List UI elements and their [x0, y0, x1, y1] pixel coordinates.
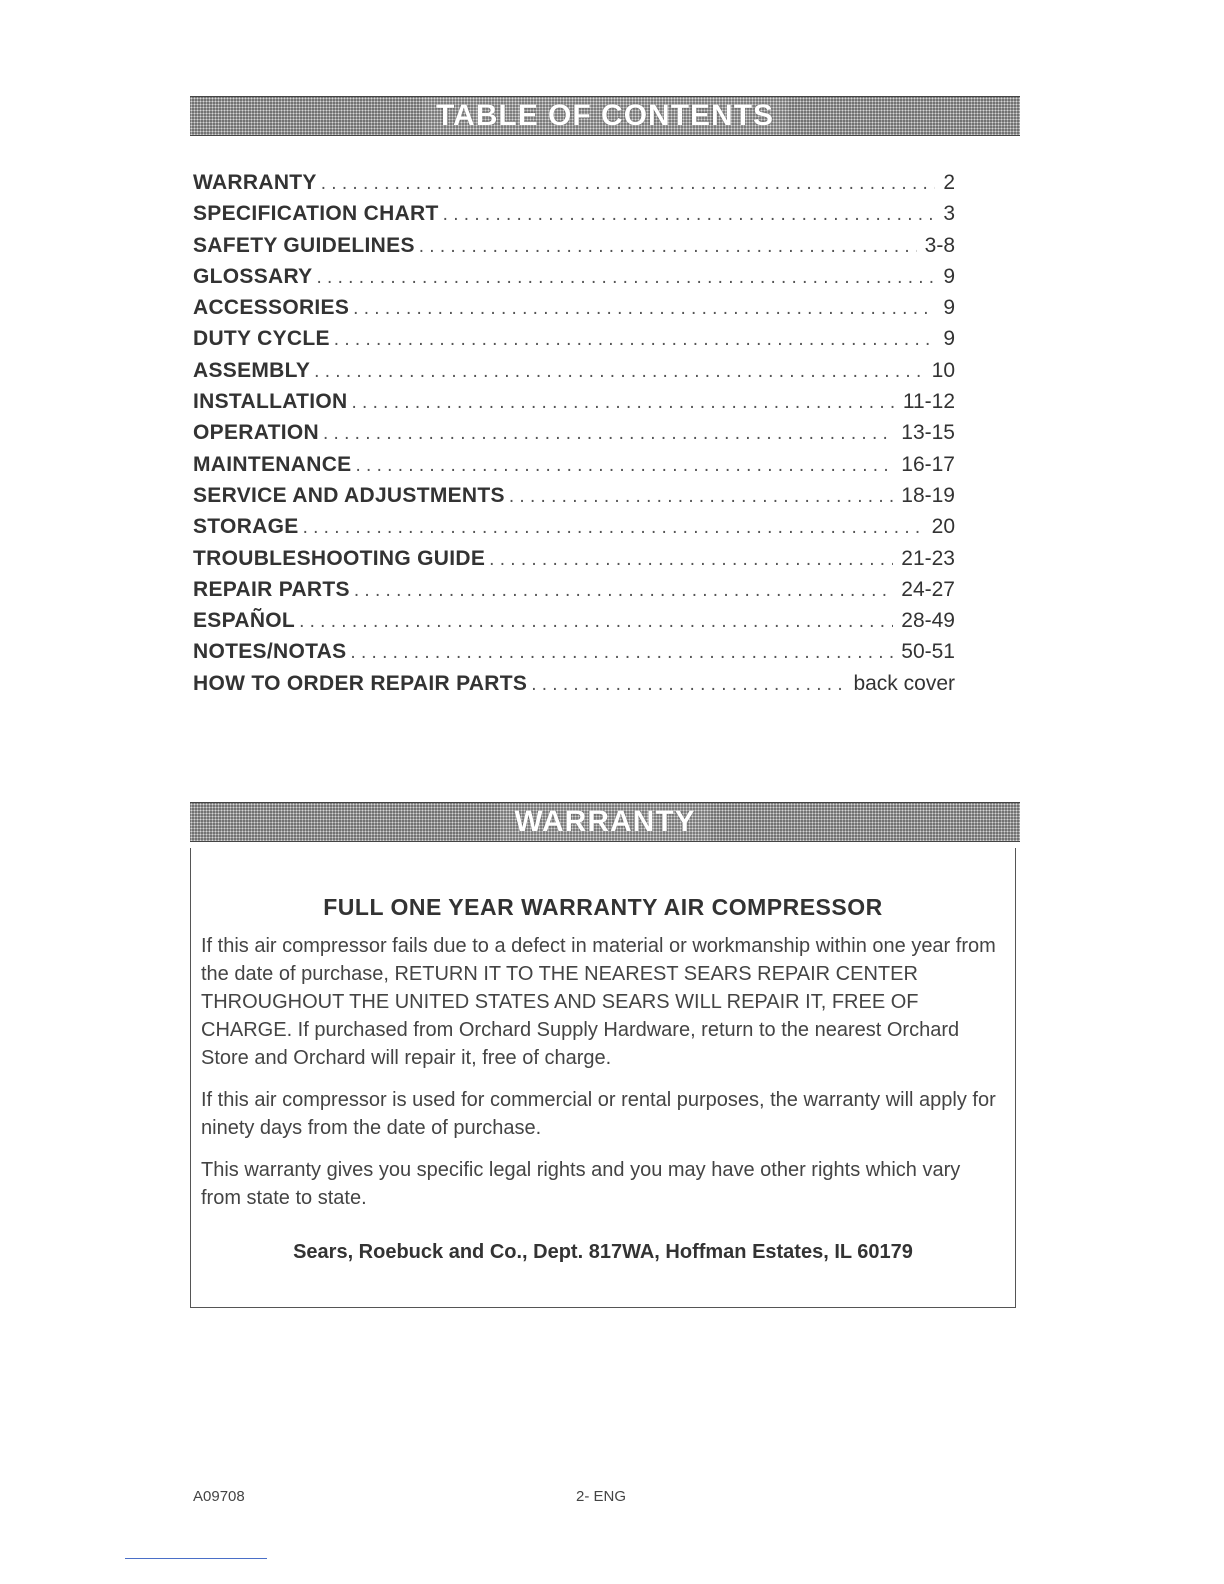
toc-entry-page: 18-19 [901, 483, 955, 507]
toc-leader-dots [323, 423, 893, 445]
toc-entry-page: 10 [931, 358, 955, 382]
toc-entry-page: 9 [943, 264, 955, 288]
toc-entry-title: OPERATION [193, 421, 319, 445]
toc-leader-dots [355, 455, 893, 477]
toc-entry-page: 24-27 [901, 577, 955, 601]
toc-entry[interactable] [193, 547, 955, 578]
toc-entry[interactable] [193, 609, 955, 640]
warranty-paragraph: If this air compressor is used for commercial or rental purposes, the warranty will apply for ninety days from the date of purchase. [201, 1089, 996, 1139]
warranty-address: Sears, Roebuck and Co., Dept. 817WA, Hoffman Estates, IL 60179 [293, 1241, 913, 1263]
page-edge-line [125, 1558, 267, 1559]
toc-entry-title: SAFETY GUIDELINES [193, 233, 415, 257]
toc-leader-dots [354, 580, 893, 602]
toc-entry-title: NOTES/NOTAS [193, 640, 347, 664]
toc-entry[interactable] [193, 171, 955, 202]
toc-leader-dots [314, 361, 923, 383]
toc-entry-page: 13-15 [901, 421, 955, 445]
toc-leader-dots [531, 674, 845, 696]
toc-entry[interactable] [193, 515, 955, 546]
toc-entry[interactable] [193, 484, 955, 515]
toc-entry[interactable] [193, 421, 955, 452]
toc-entry[interactable] [193, 296, 955, 327]
toc-entry-title: MAINTENANCE [193, 452, 352, 476]
toc-entry-page: 2 [943, 171, 955, 194]
toc-entry-title: WARRANTY [193, 171, 317, 194]
toc-leader-dots [350, 642, 893, 664]
toc-entry[interactable] [193, 390, 955, 421]
toc-entry-title: DUTY CYCLE [193, 327, 330, 351]
toc-entry-page: 20 [931, 515, 955, 539]
toc-entry-page: 11-12 [902, 390, 955, 414]
toc-entry[interactable] [193, 640, 955, 671]
toc-entry-title: ACCESSORIES [193, 296, 350, 320]
toc-leader-dots [316, 267, 935, 289]
warranty-banner [190, 802, 1020, 842]
toc-entry-page: back cover [853, 671, 955, 695]
toc-leader-dots [334, 329, 936, 351]
toc-entry-title: ASSEMBLY [193, 358, 311, 382]
toc-entry-title: INSTALLATION [193, 390, 348, 414]
toc-entry[interactable] [193, 453, 955, 484]
toc-leader-dots [351, 392, 894, 414]
toc-entry[interactable] [193, 578, 955, 609]
toc-entry-title: SPECIFICATION CHART [193, 202, 439, 226]
toc-entry-page: 9 [943, 296, 955, 320]
warranty-title: FULL ONE YEAR WARRANTY AIR COMPRESSOR [323, 894, 883, 920]
toc-entry[interactable] [193, 265, 955, 296]
table-of-contents [193, 171, 955, 703]
warranty-paragraph: If this air compressor fails due to a defect in material or workmanship within one year from the date of purchase, RETURN IT TO THE NEAREST SEARS REPAIR CENTER THROUGHOUT THE UNITED STATES AND SEARS WILL REPAIR IT, FREE OF CHARGE. If purchased from Orchard Supply Hardware, return to the nearest Orchard Store and Orchard will repair it, free of charge. [201, 935, 996, 1069]
toc-entry[interactable] [193, 327, 955, 358]
page-number: 2- ENG [576, 1488, 627, 1505]
toc-entry-page: 3 [943, 202, 955, 226]
warranty-heading: WARRANTY [500, 803, 709, 841]
toc-entry-page: 9 [943, 327, 955, 351]
toc-entry-title: STORAGE [193, 515, 299, 539]
warranty-box [190, 848, 1016, 1308]
toc-leader-dots [353, 298, 935, 320]
toc-leader-dots [509, 486, 893, 508]
toc-entry-page: 21-23 [901, 546, 955, 570]
toc-entry[interactable] [193, 202, 955, 233]
toc-entry[interactable] [193, 234, 955, 265]
document-code: A09708 [193, 1488, 245, 1505]
toc-leader-dots [489, 549, 893, 571]
toc-entry-title: HOW TO ORDER REPAIR PARTS [193, 671, 528, 695]
toc-heading: TABLE OF CONTENTS [422, 97, 788, 135]
toc-entry-title: ESPAÑOL [193, 609, 296, 633]
toc-entry-title: REPAIR PARTS [193, 577, 350, 601]
toc-leader-dots [303, 517, 924, 539]
toc-entry-title: SERVICE AND ADJUSTMENTS [193, 483, 505, 507]
toc-banner [190, 96, 1020, 136]
toc-entry-title: TROUBLESHOOTING GUIDE [193, 546, 486, 570]
toc-leader-dots [299, 611, 893, 633]
toc-entry-title: GLOSSARY [193, 264, 313, 288]
toc-leader-dots [443, 204, 936, 226]
toc-entry-page: 3-8 [924, 233, 955, 257]
toc-entry[interactable] [193, 672, 955, 703]
toc-entry[interactable] [193, 359, 955, 390]
toc-entry-page: 16-17 [901, 452, 955, 476]
toc-entry-page: 50-51 [901, 640, 955, 664]
toc-leader-dots [321, 173, 936, 195]
warranty-paragraph: This warranty gives you specific legal rights and you may have other rights which vary from state to state. [201, 1159, 961, 1209]
toc-entry-page: 28-49 [901, 609, 955, 633]
toc-leader-dots [419, 236, 917, 258]
